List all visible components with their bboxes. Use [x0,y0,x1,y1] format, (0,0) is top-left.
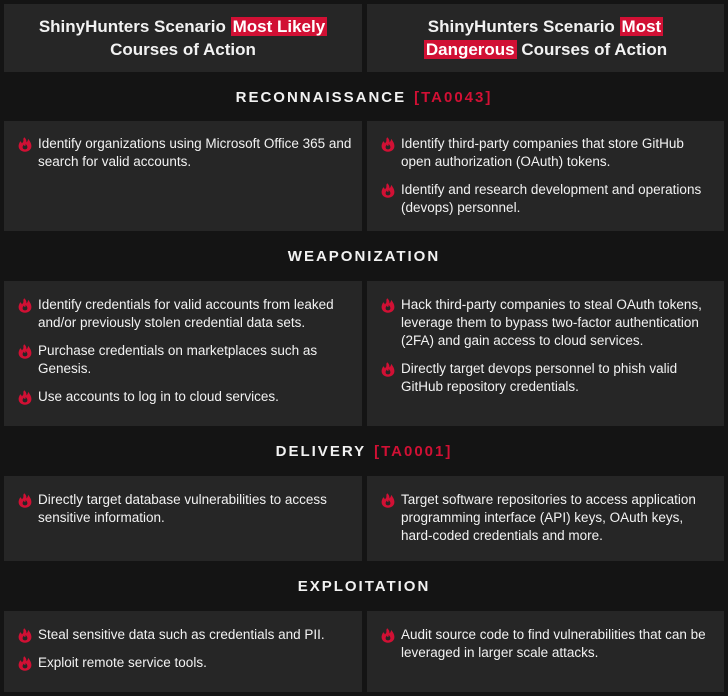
section-code: [TA0001] [374,442,453,460]
flame-icon [18,296,34,314]
flame-icon [381,626,397,644]
section-code: [TA0043] [414,88,493,106]
list-item-text: Audit source code to find vulnerabilities that can be leveraged in larger scale attacks. [401,627,706,660]
flame-icon [18,626,34,644]
list-item-text: Identify credentials for valid accounts from leaked and/or previously stolen credential data sets. [38,297,334,330]
bullet-list [18,491,352,527]
list-item-text: Directly target devops personnel to phish valid GitHub repository credentials. [401,361,678,394]
bullet-list [18,626,352,672]
flame-icon [381,491,397,509]
list-item-text: Directly target database vulnerabilities to access sensitive information. [38,492,327,525]
list-item-text: Identify organizations using Microsoft Office 365 and search for valid accounts. [38,136,352,169]
list-item [18,296,352,332]
flame-icon [381,135,397,153]
list-item-text: Steal sensitive data such as credentials and PII. [38,627,325,642]
list-item [18,342,352,378]
bullet-list [18,135,352,171]
bullet-list [381,135,714,217]
list-item [381,360,714,396]
bullet-list [381,491,714,545]
flame-icon [18,342,34,360]
list-item [381,491,714,545]
header-most-dangerous [367,4,724,72]
section-header-reconnaissance [4,78,724,116]
list-item-text: Use accounts to log in to cloud services. [38,389,279,404]
section-title: RECONNAISSANCE [235,88,407,106]
list-item [18,388,352,406]
list-item-text: Identify third-party companies that store GitHub open authorization (OAuth) tokens. [401,136,684,169]
header-left-pre: ShinyHunters Scenario [38,17,231,36]
flame-icon [18,654,34,672]
header-left-post: Courses of Action [110,40,256,59]
header-most-likely-line1 [39,15,327,38]
list-item [18,491,352,527]
exploitation-most-dangerous [367,611,724,692]
flame-icon [381,360,397,378]
list-item-text: Exploit remote service tools. [38,655,207,670]
header-most-likely [4,4,362,72]
header-right-pre: ShinyHunters Scenario [427,17,620,36]
weaponization-most-dangerous [367,281,724,426]
header-most-dangerous-line1 [428,15,663,38]
list-item-text: Identify and research development and operations (devops) personnel. [401,182,702,215]
flame-icon [18,135,34,153]
list-item [18,135,352,171]
exploitation-most-likely [4,611,362,692]
section-title: DELIVERY [275,442,367,460]
bullet-list [18,296,352,406]
list-item-text: Purchase credentials on marketplaces such as Genesis. [38,343,318,376]
section-header-exploitation [4,567,724,605]
list-item [381,626,714,662]
header-right-highlight-1: Most [621,17,662,36]
section-header-weaponization [4,237,724,275]
bullet-list [381,626,714,662]
reconnaissance-most-dangerous [367,121,724,231]
reconnaissance-most-likely [4,121,362,231]
header-most-dangerous-line2 [424,38,667,61]
flame-icon [381,296,397,314]
bullet-list [381,296,714,396]
list-item [18,626,352,644]
flame-icon [381,181,397,199]
delivery-most-dangerous [367,476,724,561]
section-header-delivery [4,432,724,470]
list-item [381,296,714,350]
list-item-text: Hack third-party companies to steal OAuth tokens, leverage them to bypass two-factor authentication (2FA) and gain access to cloud services. [401,297,702,348]
flame-icon [18,491,34,509]
header-right-highlight-2: Dangerous [425,40,515,59]
delivery-most-likely [4,476,362,561]
header-left-highlight: Most Likely [232,17,326,36]
section-title: EXPLOITATION [297,577,431,595]
list-item [18,654,352,672]
list-item-text: Target software repositories to access application programming interface (API) keys, OAuth keys, hard-coded credentials and more. [401,492,696,543]
list-item [381,135,714,171]
section-title: WEAPONIZATION [287,247,441,265]
flame-icon [18,388,34,406]
weaponization-most-likely [4,281,362,426]
header-right-post: Courses of Action [521,40,668,59]
list-item [381,181,714,217]
